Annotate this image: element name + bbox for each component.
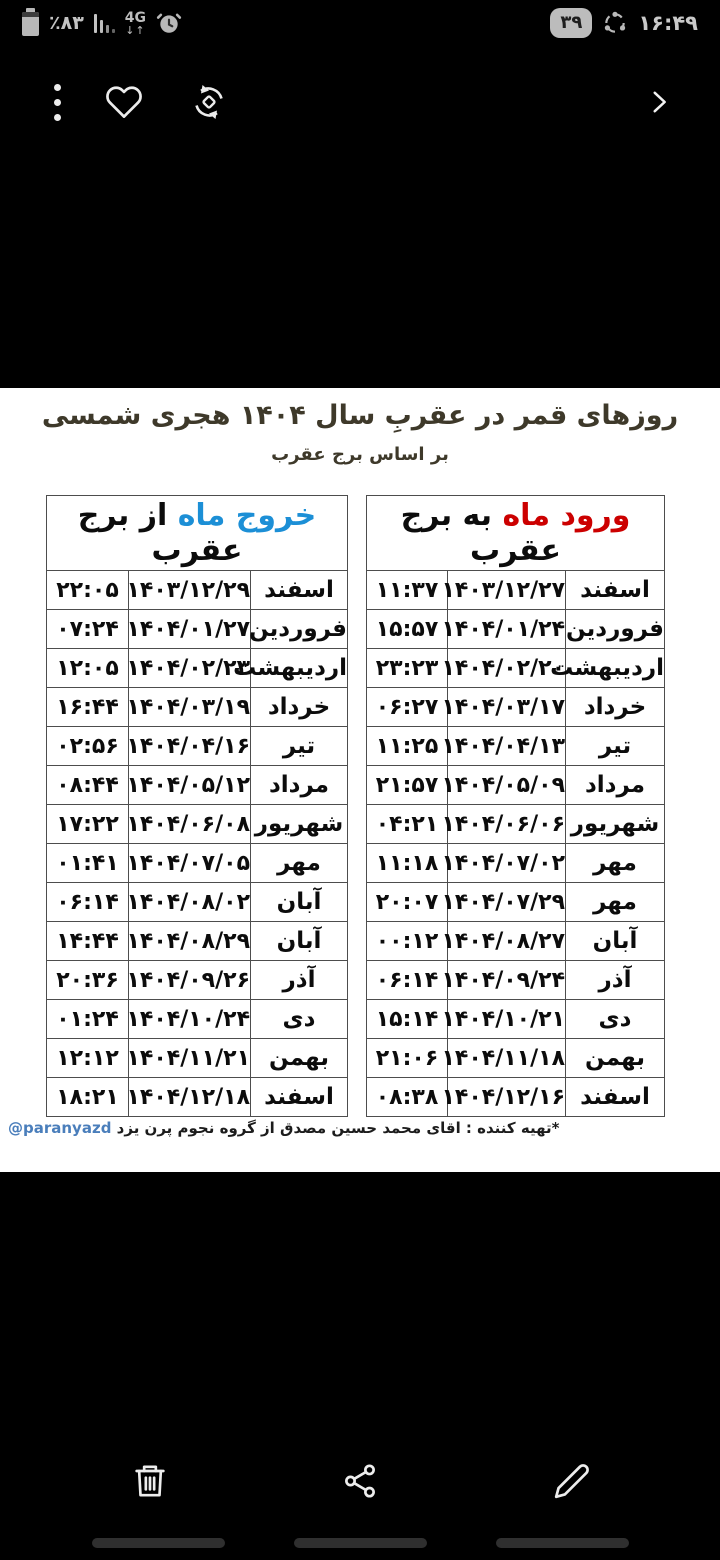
back-button[interactable] [629, 70, 689, 134]
time-cell: ۲۱:۰۶ [367, 1039, 448, 1078]
date-cell: ۱۴۰۴/۱۱/۲۱ [129, 1039, 251, 1078]
document-subtitle: بر اساس برج عقرب [271, 444, 449, 465]
moon-exit-table [46, 495, 348, 1117]
time-cell: ۲۳:۲۳ [367, 649, 448, 688]
time-cell: ۱۱:۳۷ [367, 571, 448, 610]
month-cell: دی [566, 1000, 665, 1039]
nearby-share-icon [602, 10, 628, 36]
month-cell: مرداد [566, 766, 665, 805]
time-cell: ۰۷:۲۴ [47, 610, 129, 649]
month-cell: اسفند [566, 1078, 665, 1117]
exit-header-colored: خروج ماه [177, 498, 317, 533]
date-cell: ۱۴۰۴/۱۰/۲۱ [448, 1000, 566, 1039]
rotate-icon [189, 82, 229, 122]
date-cell: ۱۴۰۴/۰۶/۰۶ [448, 805, 566, 844]
month-cell: آبان [251, 883, 348, 922]
table-row [367, 610, 665, 649]
time-cell: ۲۰:۳۶ [47, 961, 129, 1000]
month-cell: تیر [251, 727, 348, 766]
date-cell: ۱۴۰۴/۰۸/۲۷ [448, 922, 566, 961]
top-toolbar [0, 70, 720, 140]
clock-time: ۱۶:۴۹ [638, 10, 698, 35]
table-row [47, 766, 348, 805]
table-row [367, 727, 665, 766]
table-row [47, 922, 348, 961]
date-cell: ۱۴۰۳/۱۲/۲۹ [129, 571, 251, 610]
month-cell: آبان [251, 922, 348, 961]
gesture-pill-left[interactable] [92, 1538, 225, 1548]
month-cell: اردیبهشت [251, 649, 348, 688]
time-cell: ۰۴:۲۱ [367, 805, 448, 844]
month-cell: مهر [566, 883, 665, 922]
time-cell: ۱۲:۱۲ [47, 1039, 129, 1078]
date-cell: ۱۴۰۴/۱۲/۱۶ [448, 1078, 566, 1117]
rotate-button[interactable] [179, 70, 239, 134]
date-cell: ۱۴۰۴/۰۶/۰۸ [129, 805, 251, 844]
month-cell: اسفند [566, 571, 665, 610]
month-cell: شهریور [566, 805, 665, 844]
time-cell: ۰۱:۲۴ [47, 1000, 129, 1039]
time-cell: ۱۵:۵۷ [367, 610, 448, 649]
notification-count-badge: ۳۹ [550, 8, 592, 38]
exit-table-body [47, 571, 348, 1117]
time-cell: ۰۶:۱۴ [367, 961, 448, 1000]
table-row [47, 649, 348, 688]
month-cell: مهر [251, 844, 348, 883]
table-row [367, 571, 665, 610]
table-row [367, 844, 665, 883]
date-cell: ۱۴۰۴/۰۴/۱۳ [448, 727, 566, 766]
time-cell: ۰۰:۱۲ [367, 922, 448, 961]
table-row [47, 727, 348, 766]
time-cell: ۱۱:۲۵ [367, 727, 448, 766]
date-cell: ۱۴۰۴/۰۷/۰۲ [448, 844, 566, 883]
date-cell: ۱۴۰۴/۰۲/۲۰ [448, 649, 566, 688]
month-cell: فروردین [251, 610, 348, 649]
bottom-toolbar [0, 1445, 720, 1520]
date-cell: ۱۴۰۴/۰۲/۲۳ [129, 649, 251, 688]
date-cell: ۱۴۰۴/۰۱/۲۷ [129, 610, 251, 649]
table-row [47, 805, 348, 844]
time-cell: ۱۲:۰۵ [47, 649, 129, 688]
time-cell: ۰۸:۳۸ [367, 1078, 448, 1117]
time-cell: ۰۲:۵۶ [47, 727, 129, 766]
month-cell: بهمن [566, 1039, 665, 1078]
month-cell: فروردین [566, 610, 665, 649]
month-cell: آذر [566, 961, 665, 1000]
table-row [47, 1078, 348, 1117]
date-cell: ۱۴۰۴/۱۰/۲۴ [129, 1000, 251, 1039]
date-cell: ۱۴۰۴/۰۳/۱۹ [129, 688, 251, 727]
time-cell: ۲۱:۵۷ [367, 766, 448, 805]
pencil-icon [553, 1462, 591, 1500]
network-type-indicator: 4G ↓↑ [124, 9, 147, 37]
table-row [367, 649, 665, 688]
status-bar [0, 0, 720, 45]
share-button[interactable] [324, 1445, 396, 1517]
table-row [367, 961, 665, 1000]
table-row [47, 883, 348, 922]
date-cell: ۱۴۰۳/۱۲/۲۷ [448, 571, 566, 610]
time-cell: ۱۸:۲۱ [47, 1078, 129, 1117]
month-cell: اردیبهشت [566, 649, 665, 688]
kebab-menu-icon [54, 84, 61, 121]
entry-header-colored: ورود ماه [502, 498, 631, 533]
month-cell: بهمن [251, 1039, 348, 1078]
table-row [367, 805, 665, 844]
month-cell: شهریور [251, 805, 348, 844]
favorite-button[interactable] [94, 70, 154, 134]
entry-header-rest: به برج عقرب [400, 498, 561, 568]
date-cell: ۱۴۰۴/۰۸/۲۹ [129, 922, 251, 961]
table-row [367, 922, 665, 961]
photo-document[interactable] [0, 388, 720, 1172]
date-cell: ۱۴۰۴/۰۷/۰۵ [129, 844, 251, 883]
table-row [367, 766, 665, 805]
date-cell: ۱۴۰۴/۱۲/۱۸ [129, 1078, 251, 1117]
table-row [367, 1000, 665, 1039]
table-row [367, 883, 665, 922]
time-cell: ۱۶:۴۴ [47, 688, 129, 727]
time-cell: ۱۷:۲۲ [47, 805, 129, 844]
date-cell: ۱۴۰۴/۱۱/۱۸ [448, 1039, 566, 1078]
table-row [47, 571, 348, 610]
month-cell: تیر [566, 727, 665, 766]
table-row [367, 688, 665, 727]
time-cell: ۱۴:۴۴ [47, 922, 129, 961]
entry-table-body [367, 571, 665, 1117]
month-cell: آبان [566, 922, 665, 961]
credit-handle: @paranyazd [8, 1119, 112, 1137]
month-cell: خرداد [251, 688, 348, 727]
exit-header-rest: از برج عقرب [77, 498, 243, 568]
time-cell: ۰۶:۲۷ [367, 688, 448, 727]
date-cell: ۱۴۰۴/۰۸/۰۲ [129, 883, 251, 922]
month-cell: اسفند [251, 1078, 348, 1117]
alarm-clock-icon [156, 10, 182, 36]
time-cell: ۱۵:۱۴ [367, 1000, 448, 1039]
table-row [367, 1078, 665, 1117]
gesture-pill-center[interactable] [294, 1538, 427, 1548]
date-cell: ۱۴۰۴/۰۱/۲۴ [448, 610, 566, 649]
time-cell: ۲۲:۰۵ [47, 571, 129, 610]
table-row [367, 1039, 665, 1078]
month-cell: مرداد [251, 766, 348, 805]
more-options-button[interactable] [27, 70, 87, 134]
table-row [47, 610, 348, 649]
month-cell: خرداد [566, 688, 665, 727]
time-cell: ۲۰:۰۷ [367, 883, 448, 922]
document-title: روزهای قمر در عقربِ سال ۱۴۰۴ هجری شمسی [41, 400, 679, 431]
status-right-cluster [550, 8, 698, 38]
battery-icon [22, 12, 39, 36]
table-row [47, 688, 348, 727]
table-row [47, 961, 348, 1000]
date-cell: ۱۴۰۴/۰۵/۰۹ [448, 766, 566, 805]
delete-button[interactable] [114, 1445, 186, 1517]
date-cell: ۱۴۰۴/۰۹/۲۶ [129, 961, 251, 1000]
credit-text: *تهیه کننده : اقای محمد حسین مصدق از گروه نجوم پرن یزد [111, 1119, 560, 1137]
status-left-cluster [22, 10, 182, 36]
table-row [47, 844, 348, 883]
share-icon [341, 1462, 379, 1500]
battery-percent: ٪۸۳ [49, 11, 84, 34]
entry-table-header [367, 496, 665, 571]
time-cell: ۰۱:۴۱ [47, 844, 129, 883]
time-cell: ۰۶:۱۴ [47, 883, 129, 922]
time-cell: ۰۸:۴۴ [47, 766, 129, 805]
trash-icon [130, 1461, 170, 1501]
date-cell: ۱۴۰۴/۰۹/۲۴ [448, 961, 566, 1000]
month-cell: آذر [251, 961, 348, 1000]
credit-line [8, 1119, 712, 1137]
gesture-pill-right[interactable] [496, 1538, 629, 1548]
exit-table-header [47, 496, 348, 571]
date-cell: ۱۴۰۴/۰۷/۲۹ [448, 883, 566, 922]
edit-button[interactable] [536, 1445, 608, 1517]
date-cell: ۱۴۰۴/۰۵/۱۲ [129, 766, 251, 805]
moon-entry-table [366, 495, 665, 1117]
month-cell: مهر [566, 844, 665, 883]
month-cell: اسفند [251, 571, 348, 610]
month-cell: دی [251, 1000, 348, 1039]
date-cell: ۱۴۰۴/۰۴/۱۶ [129, 727, 251, 766]
time-cell: ۱۱:۱۸ [367, 844, 448, 883]
table-row [47, 1000, 348, 1039]
table-row [47, 1039, 348, 1078]
date-cell: ۱۴۰۴/۰۳/۱۷ [448, 688, 566, 727]
chevron-right-icon [642, 85, 676, 119]
heart-icon [105, 83, 143, 121]
signal-strength-icon [94, 13, 115, 33]
